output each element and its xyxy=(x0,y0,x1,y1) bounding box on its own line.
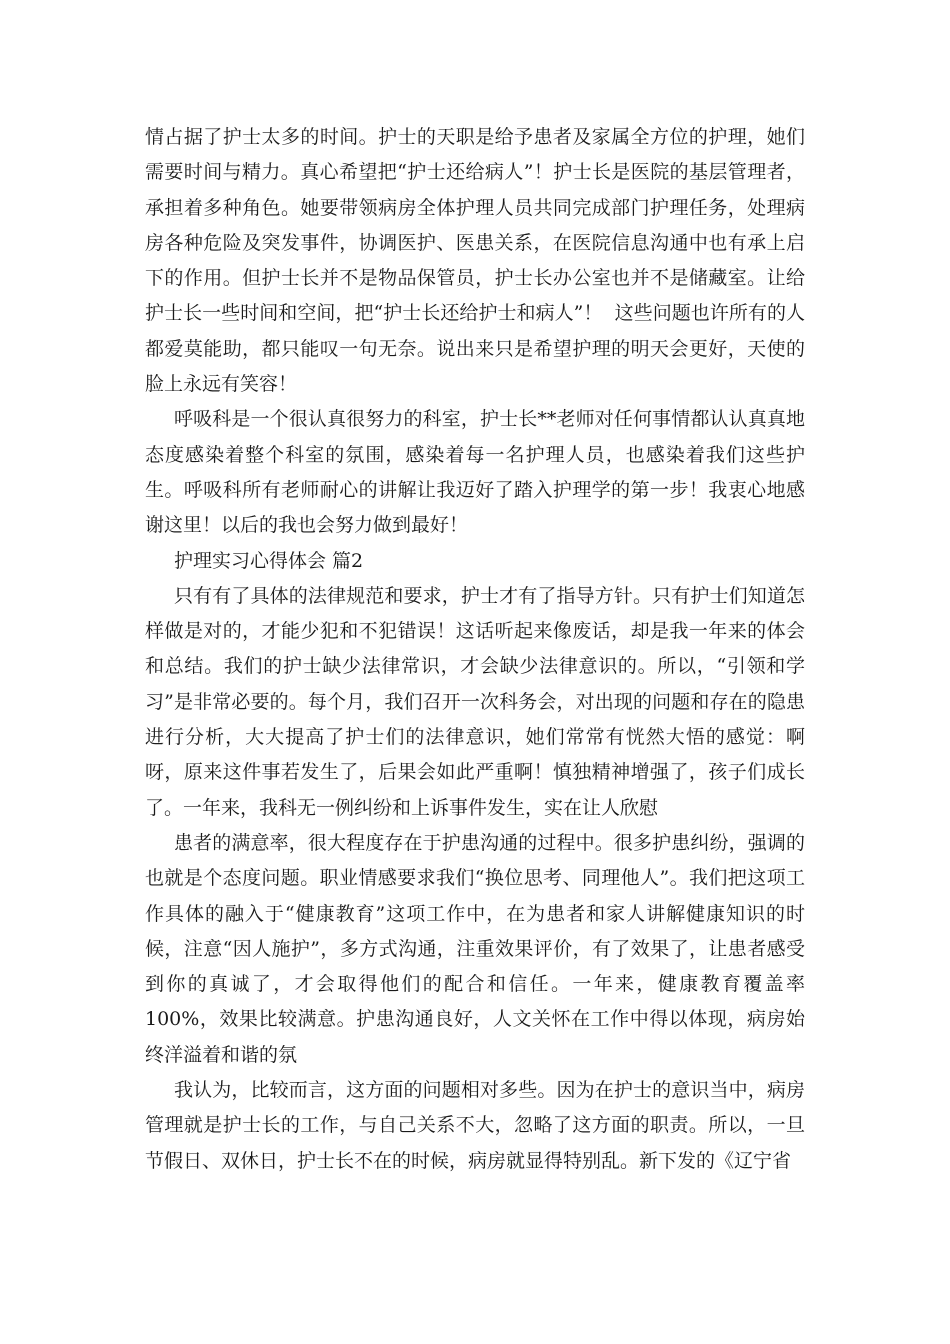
document-body xyxy=(145,120,805,1179)
paragraph-respiratory-dept: 呼吸科是一个很认真很努力的科室，护士长**老师对任何事情都认认真真地态度感染着整个科室的氛围，感染着每一名护理人员，也感染着我们这些护生。呼吸科所有老师耐心的讲解让我迈好了踏入护理学的第一步！我衷心地感谢这里！以后的我也会努力做到最好！ xyxy=(145,408,805,537)
paragraph-ward-management: 我认为，比较而言，这方面的问题相对多些。因为在护士的意识当中，病房管理就是护士长的工作，与自己关系不大，忽略了这方面的职责。所以，一旦节假日、双休日，护士长不在的时候，病房就显得特别乱。新下发的《辽宁省 xyxy=(145,1079,805,1172)
paragraph-patient-satisfaction: 患者的满意率，很大程度存在于护患沟通的过程中。很多护患纠纷，强调的也就是个态度问题。职业情感要求我们“换位思考、同理他人”。我们把这项工作具体的融入于“健康教育”这项工作中，在为患者和家人讲解健康知识的时候，注意“因人施护”，多方式沟通，注重效果评价，有了效果了，让患者感受到你的真诚了，才会取得他们的配合和信任。一年来，健康教育覆盖率100%，效果比较满意。护患沟通良好，人文关怀在工作中得以体现，病房始终洋溢着和谐的氛 xyxy=(145,831,805,1066)
section-heading: 护理实习心得体会 篇2 xyxy=(174,549,364,572)
paragraph-legal-awareness: 只有有了具体的法律规范和要求，护士才有了指导方针。只有护士们知道怎样做是对的，才能少犯和不犯错误！这话听起来像废话，却是我一年来的体会和总结。我们的护士缺少法律常识，才会缺少法律意识的。所以，“引领和学习”是非常必要的。每个月，我们召开一次科务会，对出现的问题和存在的隐患进行分析，大大提高了护士们的法律意识，她们常常有恍然大悟的感觉：啊呀，原来这件事若发生了，后果会如此严重啊！慎独精神增强了，孩子们成长了。一年来，我科无一例纠纷和上诉事件发生，实在让人欣慰 xyxy=(145,584,805,819)
paragraph-continued: 情占据了护士太多的时间。护士的天职是给予患者及家属全方位的护理，她们需要时间与精力。真心希望把“护士还给病人”！护士长是医院的基层管理者，承担着多种角色。她要带领病房全体护理人员共同完成部门护理任务，处理病房各种危险及突发事件，协调医护、医患关系，在医院信息沟通中也有承上启下的作用。但护士长并不是物品保管员，护士长办公室也并不是储藏室。让给护士长一些时间和空间，把“护士长还给护士和病人”！ 这些问题也许所有的人都爱莫能助，都只能叹一句无奈。说出来只是希望护理的明天会更好，天使的脸上永远有笑容！ xyxy=(145,126,805,396)
